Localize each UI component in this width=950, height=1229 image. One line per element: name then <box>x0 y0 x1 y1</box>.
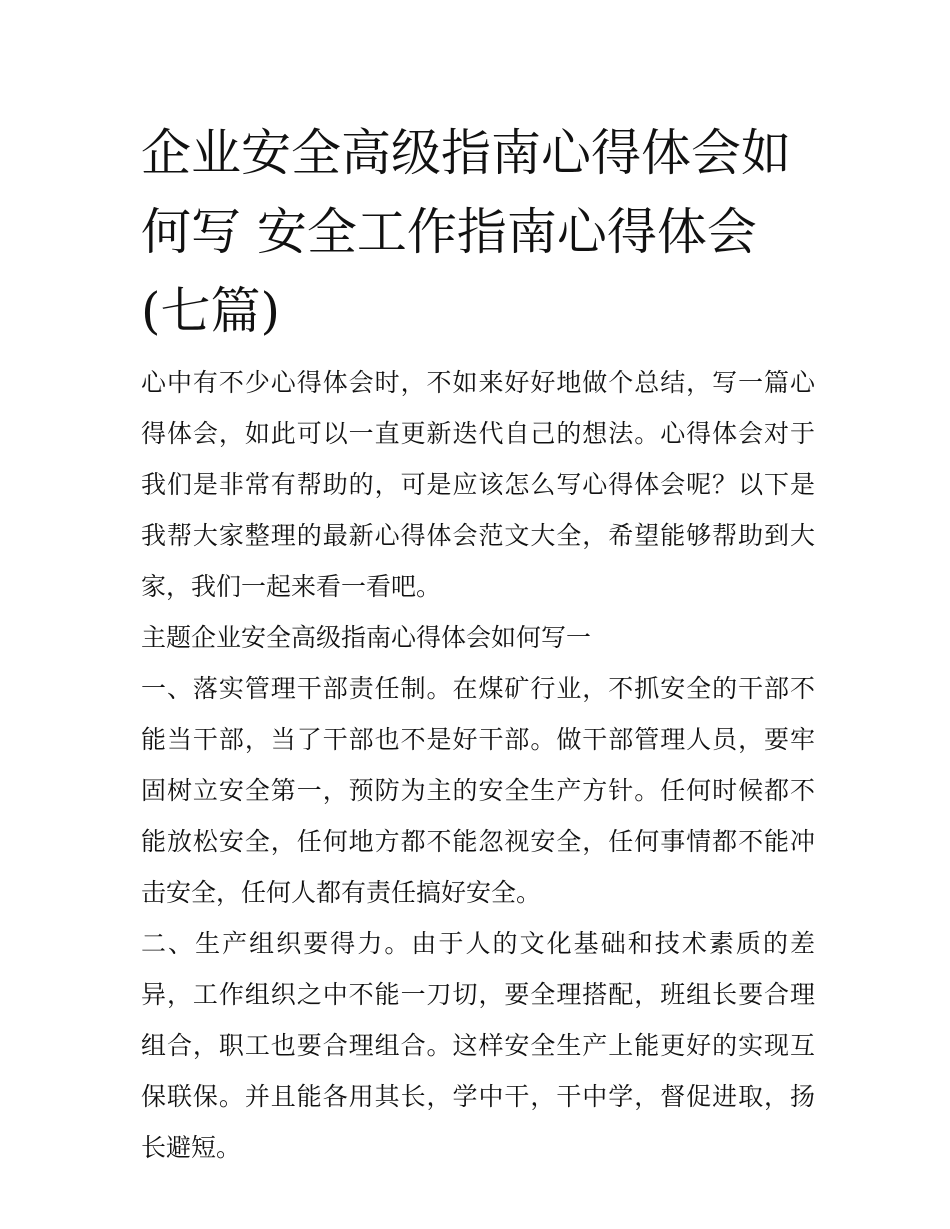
section-heading: 主题企业安全高级指南心得体会如何写一 <box>141 623 592 652</box>
paragraph-list <box>141 357 821 1173</box>
point-one-paragraph: 一、落实管理干部责任制。在煤矿行业，不抓安全的干部不能当干部，当了干部也不是好干部。做干部管理人员，要牢固树立安全第一，预防为主的安全生产方针。任何时候都不能放松安全，任何地方都不能忽视安全，任何事情都不能冲击安全，任何人都有责任搞好安全。 <box>141 674 815 907</box>
point-two-paragraph: 二、生产组织要得力。由于人的文化基础和技术素质的差异，工作组织之中不能一刀切，要全理搭配，班组长要合理组合，职工也要合理组合。这样安全生产上能更好的实现互保联保。并且能各用其长，学中干，干中学，督促进取，扬长避短。 <box>141 929 815 1162</box>
intro-paragraph: 心中有不少心得体会时，不如来好好地做个总结，写一篇心得体会，如此可以一直更新迭代自己的想法。心得体会对于我们是非常有帮助的，可是应该怎么写心得体会呢？以下是我帮大家整理的最新心得体会范文大全，希望能够帮助到大家，我们一起来看一看吧。 <box>141 368 815 601</box>
document-body <box>141 114 821 1173</box>
document-title: 企业安全高级指南心得体会如何写 安全工作指南心得体会(七篇) <box>141 124 791 340</box>
